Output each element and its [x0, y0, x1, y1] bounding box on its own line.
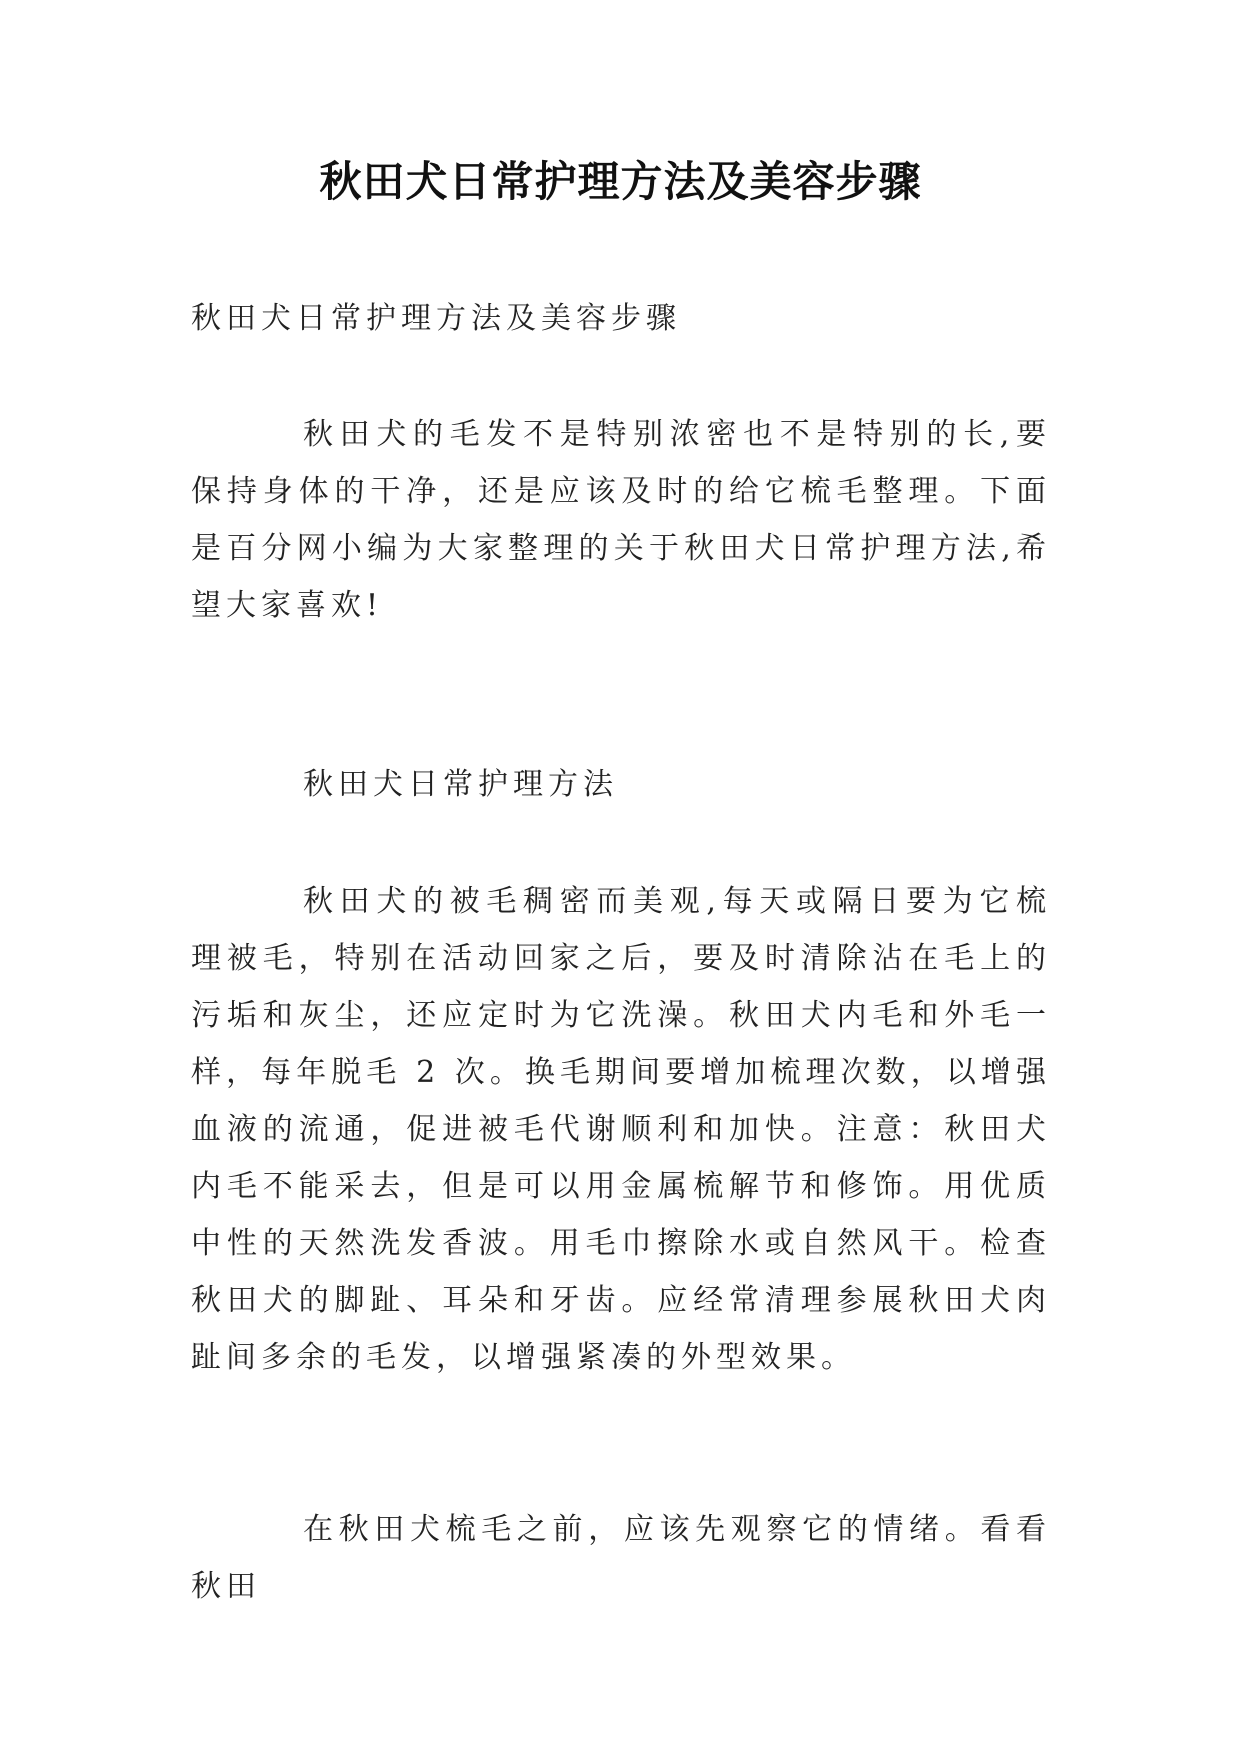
page-title: 秋田犬日常护理方法及美容步骤 — [319, 157, 922, 206]
intro-paragraph: 秋田犬的毛发不是特别浓密也不是特别的长,要保持身体的干净，还是应该及时的给它梳毛整理。下面是百分网小编为大家整理的关于秋田犬日常护理方法,希望大家喜欢! — [191, 417, 1051, 623]
brushing-paragraph: 在秋田犬梳毛之前，应该先观察它的情绪。看看秋田 — [191, 1512, 1051, 1604]
care-paragraph: 秋田犬的被毛稠密而美观,每天或隔日要为它梳理被毛，特别在活动回家之后，要及时清除沾在毛上的污垢和灰尘，还应定时为它洗澡。秋田犬内毛和外毛一样，每年脱毛 2 次。换毛期间要增加梳理次数，以增强血液的流通，促进被毛代谢顺利和加快。注意：秋田犬内毛不能采去，但是可以用金属梳解节和修饰。用优质中性的天然洗发香波。用毛巾擦除水或自然风干。检查秋田犬的脚趾、耳朵和牙齿。应经常清理参展秋田犬肉趾间多余的毛发，以增强紧凑的外型效果。 — [191, 884, 1051, 1375]
section-heading: 秋田犬日常护理方法 — [303, 767, 618, 802]
document-subtitle: 秋田犬日常护理方法及美容步骤 — [191, 301, 681, 336]
